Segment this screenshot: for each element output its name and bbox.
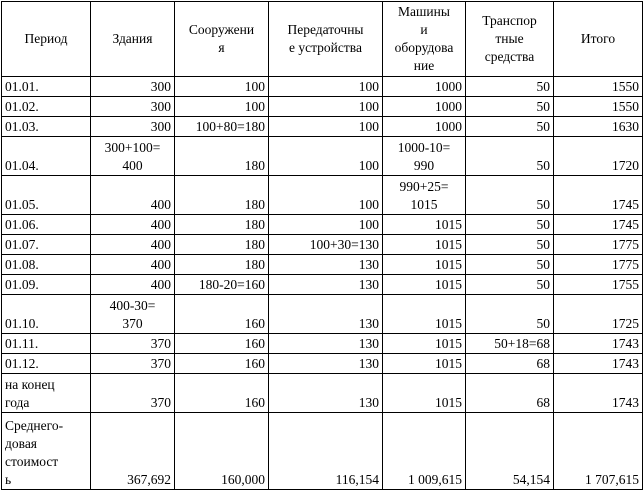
machinery-cell: 1000	[383, 117, 466, 137]
vehicles-cell: 50	[466, 275, 554, 295]
header-vehicles: Транспор тные средства	[466, 2, 554, 77]
total-cell: 1743	[554, 374, 643, 413]
total-cell: 1725	[554, 295, 643, 334]
total-cell: 1775	[554, 255, 643, 275]
machinery-cell: 1015	[383, 354, 466, 374]
period-cell: 01.07.	[2, 235, 91, 255]
vehicles-cell: 50	[466, 77, 554, 97]
total-cell: 1 707,615	[554, 413, 643, 490]
transmission-cell: 130	[269, 354, 383, 374]
transmission-cell: 100	[269, 77, 383, 97]
table-row	[2, 354, 643, 374]
period-cell: 01.09.	[2, 275, 91, 295]
period-cell: 01.12.	[2, 354, 91, 374]
buildings-cell: 400-30= 370	[91, 295, 175, 334]
machinery-cell: 1015	[383, 255, 466, 275]
period-cell: 01.10.	[2, 295, 91, 334]
structures-cell: 180	[175, 215, 269, 235]
header-buildings: Здания	[91, 2, 175, 77]
table-row	[2, 255, 643, 275]
structures-cell: 180	[175, 137, 269, 176]
structures-cell: 180	[175, 235, 269, 255]
period-cell: на конец года	[2, 374, 91, 413]
table-row	[2, 97, 643, 117]
period-cell: 01.06.	[2, 215, 91, 235]
total-cell: 1550	[554, 77, 643, 97]
transmission-cell: 100	[269, 117, 383, 137]
vehicles-cell: 50	[466, 137, 554, 176]
buildings-cell: 367,692	[91, 413, 175, 490]
buildings-cell: 400	[91, 235, 175, 255]
header-transmission-devices: Передаточны е устройства	[269, 2, 383, 77]
transmission-cell: 100	[269, 215, 383, 235]
table-row	[2, 215, 643, 235]
machinery-cell: 1015	[383, 275, 466, 295]
structures-cell: 160,000	[175, 413, 269, 490]
header-structures: Сооружени я	[175, 2, 269, 77]
structures-cell: 180	[175, 255, 269, 275]
total-cell: 1743	[554, 354, 643, 374]
total-cell: 1630	[554, 117, 643, 137]
table-row	[2, 413, 643, 490]
period-cell: 01.03.	[2, 117, 91, 137]
table-row	[2, 176, 643, 215]
table-row	[2, 137, 643, 176]
header-period: Период	[2, 2, 91, 77]
period-cell: 01.05.	[2, 176, 91, 215]
buildings-cell: 370	[91, 354, 175, 374]
buildings-cell: 300+100= 400	[91, 137, 175, 176]
period-cell: 01.04.	[2, 137, 91, 176]
machinery-cell: 1 009,615	[383, 413, 466, 490]
structures-cell: 180	[175, 176, 269, 215]
period-cell: 01.11.	[2, 334, 91, 354]
total-cell: 1550	[554, 97, 643, 117]
vehicles-cell: 50	[466, 97, 554, 117]
table-row	[2, 334, 643, 354]
vehicles-cell: 50	[466, 235, 554, 255]
vehicles-cell: 50	[466, 255, 554, 275]
table-row	[2, 77, 643, 97]
transmission-cell: 100	[269, 137, 383, 176]
machinery-cell: 1015	[383, 235, 466, 255]
vehicles-cell: 50	[466, 295, 554, 334]
vehicles-cell: 68	[466, 354, 554, 374]
buildings-cell: 400	[91, 176, 175, 215]
structures-cell: 160	[175, 374, 269, 413]
structures-cell: 160	[175, 295, 269, 334]
header-total: Итого	[554, 2, 643, 77]
header-row	[2, 2, 643, 77]
machinery-cell: 1015	[383, 334, 466, 354]
vehicles-cell: 68	[466, 374, 554, 413]
table-row	[2, 374, 643, 413]
buildings-cell: 300	[91, 77, 175, 97]
transmission-cell: 116,154	[269, 413, 383, 490]
transmission-cell: 130	[269, 374, 383, 413]
machinery-cell: 1015	[383, 295, 466, 334]
period-cell: 01.02.	[2, 97, 91, 117]
machinery-cell: 1015	[383, 374, 466, 413]
machinery-cell: 1000-10= 990	[383, 137, 466, 176]
table-row	[2, 295, 643, 334]
machinery-cell: 990+25= 1015	[383, 176, 466, 215]
vehicles-cell: 50	[466, 215, 554, 235]
buildings-cell: 300	[91, 97, 175, 117]
buildings-cell: 400	[91, 255, 175, 275]
transmission-cell: 130	[269, 255, 383, 275]
total-cell: 1775	[554, 235, 643, 255]
buildings-cell: 400	[91, 215, 175, 235]
vehicles-cell: 50	[466, 176, 554, 215]
table-row	[2, 275, 643, 295]
period-cell: Среднего- довая стоимост ь	[2, 413, 91, 490]
period-cell: 01.08.	[2, 255, 91, 275]
total-cell: 1755	[554, 275, 643, 295]
structures-cell: 100	[175, 97, 269, 117]
header-machinery: Машины и оборудова ние	[383, 2, 466, 77]
vehicles-cell: 54,154	[466, 413, 554, 490]
total-cell: 1745	[554, 215, 643, 235]
table-row	[2, 117, 643, 137]
transmission-cell: 130	[269, 275, 383, 295]
buildings-cell: 370	[91, 334, 175, 354]
transmission-cell: 100	[269, 176, 383, 215]
buildings-cell: 300	[91, 117, 175, 137]
total-cell: 1745	[554, 176, 643, 215]
structures-cell: 180-20=160	[175, 275, 269, 295]
transmission-cell: 130	[269, 334, 383, 354]
machinery-cell: 1000	[383, 77, 466, 97]
machinery-cell: 1000	[383, 97, 466, 117]
structures-cell: 100	[175, 77, 269, 97]
buildings-cell: 370	[91, 374, 175, 413]
transmission-cell: 100+30=130	[269, 235, 383, 255]
structures-cell: 160	[175, 354, 269, 374]
period-cell: 01.01.	[2, 77, 91, 97]
buildings-cell: 400	[91, 275, 175, 295]
transmission-cell: 100	[269, 97, 383, 117]
total-cell: 1743	[554, 334, 643, 354]
vehicles-cell: 50+18=68	[466, 334, 554, 354]
transmission-cell: 130	[269, 295, 383, 334]
table-row	[2, 235, 643, 255]
structures-cell: 160	[175, 334, 269, 354]
vehicles-cell: 50	[466, 117, 554, 137]
asset-table	[1, 1, 643, 490]
total-cell: 1720	[554, 137, 643, 176]
machinery-cell: 1015	[383, 215, 466, 235]
structures-cell: 100+80=180	[175, 117, 269, 137]
